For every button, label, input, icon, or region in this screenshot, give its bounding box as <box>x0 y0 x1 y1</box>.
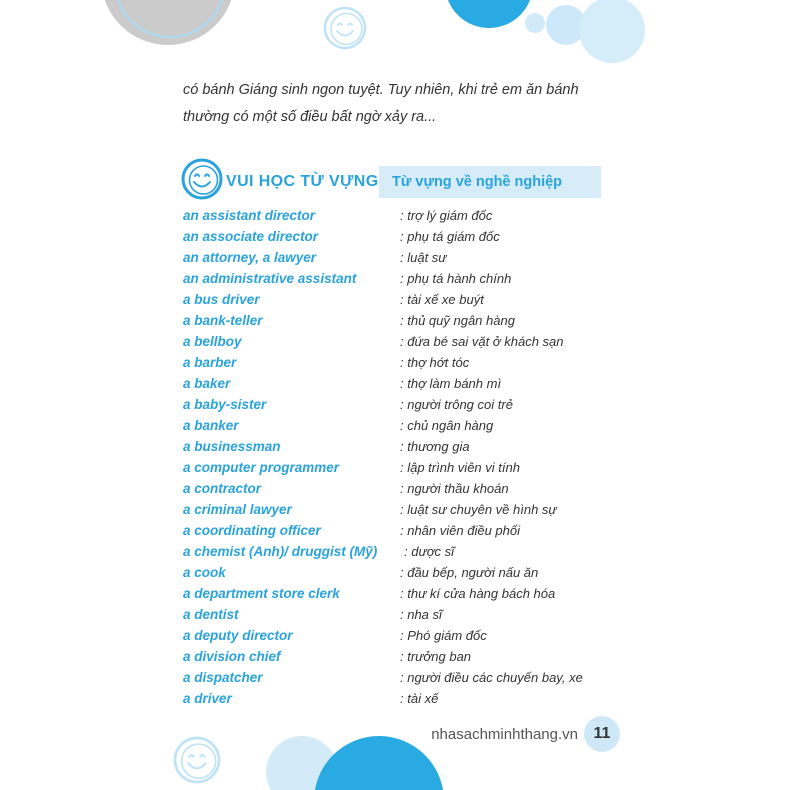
vocab-row <box>183 499 603 520</box>
vocab-definition: : thương gia <box>400 439 470 454</box>
vocab-term: a baby-sister <box>183 397 267 412</box>
smiley-icon <box>181 158 223 200</box>
vocab-row <box>183 331 603 352</box>
vocab-term: a barber <box>183 355 237 370</box>
vocab-definition: : thủ quỹ ngân hàng <box>400 313 515 328</box>
vocab-row <box>183 226 603 247</box>
vocab-term: a bellboy <box>183 334 242 349</box>
light-blue-circle-decoration <box>525 13 545 33</box>
vocab-definition: : chủ ngân hàng <box>400 418 494 433</box>
vocab-definition: : phụ tá hành chính <box>400 271 512 286</box>
vocab-term: a chemist (Anh)/ druggist (Mỹ) <box>183 544 378 559</box>
vocab-term: an associate director <box>183 229 319 244</box>
vocab-definition: : người trông coi trẻ <box>400 397 513 412</box>
vocabulary-list <box>183 205 603 709</box>
vocab-row <box>183 688 603 709</box>
vocab-definition: : thợ hớt tóc <box>400 355 470 370</box>
vocab-row <box>183 415 603 436</box>
vocab-term: a dentist <box>183 607 239 622</box>
vocab-row <box>183 520 603 541</box>
vocab-term: a deputy director <box>183 628 293 643</box>
vocab-row <box>183 625 603 646</box>
vocab-definition: : lập trình viên vi tính <box>400 460 520 475</box>
vocab-row <box>183 373 603 394</box>
intro-paragraph <box>183 77 579 131</box>
smiley-icon <box>325 8 365 48</box>
blue-circle-decoration <box>445 0 533 28</box>
vocab-row <box>183 604 603 625</box>
section-subtitle: Từ vựng về nghề nghiệp <box>392 174 563 190</box>
vocab-definition: : thợ làm bánh mì <box>400 376 502 391</box>
vocab-term: a banker <box>183 418 239 433</box>
footer-website: nhasachminhthang.vn <box>431 726 578 743</box>
vocab-definition: : luật sư <box>400 250 447 265</box>
vocab-definition: : Phó giám đốc <box>400 628 487 643</box>
vocab-term: a department store clerk <box>183 586 340 601</box>
vocab-definition: : dược sĩ <box>404 544 455 559</box>
vocab-term: a coordinating officer <box>183 523 321 538</box>
vocab-row <box>183 310 603 331</box>
vocab-definition: : đầu bếp, người nấu ăn <box>400 565 539 580</box>
vocab-row <box>183 289 603 310</box>
vocab-row <box>183 541 603 562</box>
vocab-definition: : luật sư chuyên về hình sự <box>400 502 557 517</box>
vocab-term: an assistant director <box>183 208 316 223</box>
paragraph-line: có bánh Giáng sinh ngon tuyệt. Tuy nhiên, khi trẻ em ăn bánh <box>183 82 579 98</box>
section-subtitle-box <box>379 166 601 198</box>
paragraph-line: thường có một số điều bất ngờ xảy ra... <box>183 109 437 125</box>
vocab-definition: : nha sĩ <box>400 607 442 622</box>
vocab-term: a division chief <box>183 649 281 664</box>
vocab-row <box>183 667 603 688</box>
vocab-term: a cook <box>183 565 226 580</box>
vocab-term: a bus driver <box>183 292 260 307</box>
page-number: 11 <box>584 716 620 752</box>
vocab-row <box>183 457 603 478</box>
vocab-definition: : phụ tá giám đốc <box>400 229 500 244</box>
vocab-row <box>183 562 603 583</box>
vocab-term: an attorney, a lawyer <box>183 250 317 265</box>
vocab-definition: : đứa bé sai vặt ở khách sạn <box>400 334 564 349</box>
vocab-term: a businessman <box>183 439 281 454</box>
smiley-icon <box>175 738 219 782</box>
vocab-row <box>183 436 603 457</box>
section-title: VUI HỌC TỪ VỰNG <box>226 173 379 190</box>
vocab-definition: : tài xế <box>400 691 439 706</box>
vocab-row <box>183 268 603 289</box>
vocab-term: a driver <box>183 691 232 706</box>
vocab-definition: : trưởng ban <box>400 649 472 664</box>
vocab-term: a contractor <box>183 481 262 496</box>
vocab-term: an administrative assistant <box>183 271 357 286</box>
vocab-term: a dispatcher <box>183 670 263 685</box>
vocab-definition: : nhân viên điều phối <box>400 523 520 538</box>
vocab-definition: : trợ lý giám đốc <box>400 208 493 223</box>
vocab-definition: : người thầu khoán <box>400 481 509 496</box>
vocab-definition: : thư kí cửa hàng bách hóa <box>400 586 556 601</box>
vocab-definition: : tài xế xe buýt <box>400 292 484 307</box>
vocab-row <box>183 646 603 667</box>
vocab-term: a criminal lawyer <box>183 502 292 517</box>
vocab-row <box>183 478 603 499</box>
vocab-row <box>183 205 603 226</box>
vocab-row <box>183 583 603 604</box>
vocab-term: a computer programmer <box>183 460 340 475</box>
vocab-row <box>183 394 603 415</box>
vocab-row <box>183 247 603 268</box>
vocab-term: a bank-teller <box>183 313 263 328</box>
vocab-term: a baker <box>183 376 231 391</box>
vocab-row <box>183 352 603 373</box>
light-blue-circle-decoration <box>579 0 645 63</box>
vocab-definition: : người điều các chuyến bay, xe <box>400 670 583 685</box>
